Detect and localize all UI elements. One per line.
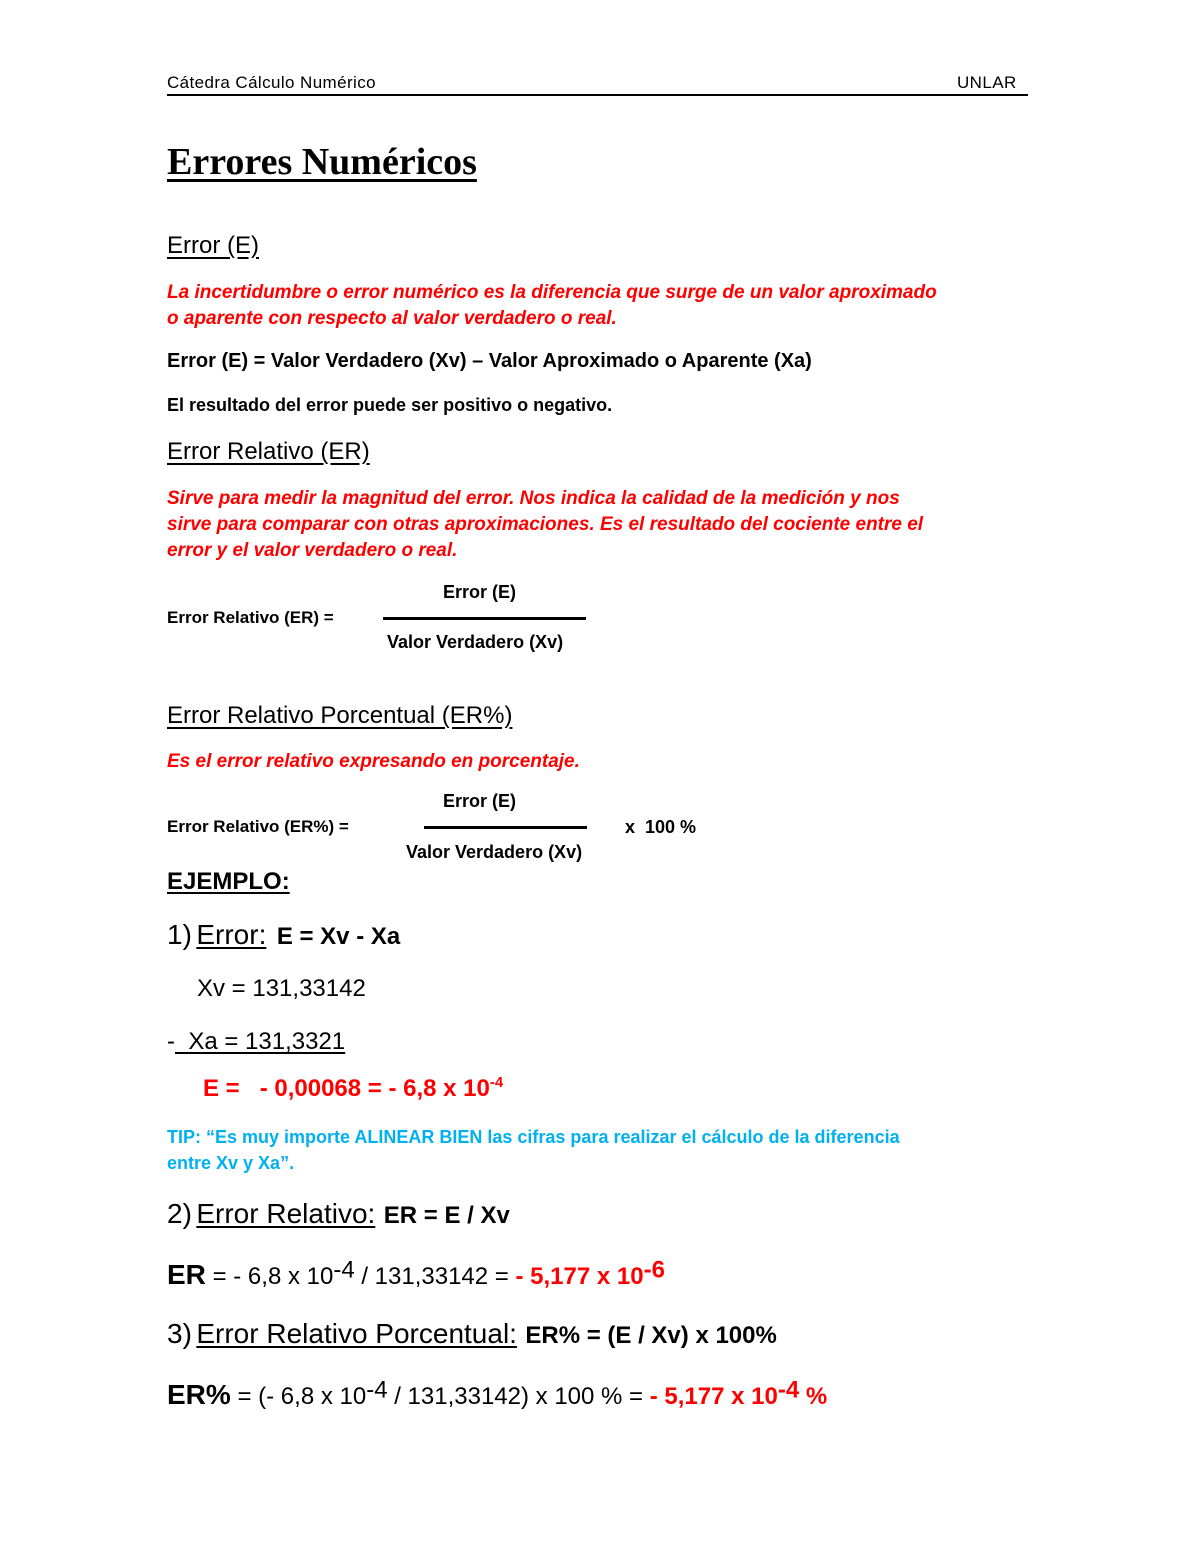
percent-definition: Es el error relativo expresando en porcentaje. bbox=[167, 751, 580, 772]
percent-denominator: Valor Verdadero (Xv) bbox=[406, 842, 583, 862]
error-note: El resultado del error puede ser positivo o negativo. bbox=[167, 395, 613, 415]
relative-definition-line2: sirve para comparar con otras aproximaciones. Es el resultado del cociente entre el bbox=[167, 514, 924, 535]
step2-calc-result-exp: -6 bbox=[643, 1256, 665, 1284]
step2-formula: ER = E / Xv bbox=[383, 1202, 510, 1229]
example-heading: EJEMPLO: bbox=[167, 868, 290, 895]
step3-calc-b: / 131,33142) x 100 % = bbox=[387, 1383, 650, 1410]
step2-calc-result: - 5,177 x 10 bbox=[515, 1263, 644, 1290]
relative-numerator: Error (E) bbox=[443, 582, 517, 602]
step2-calc-eq: = bbox=[205, 1263, 234, 1290]
step1-xa-line bbox=[167, 1028, 345, 1056]
error-definition-line1: La incertidumbre o error numérico es la diferencia que surge de un valor aproximado bbox=[167, 282, 937, 303]
relative-definition-line3: error y el valor verdadero o real. bbox=[167, 540, 458, 561]
step1-result bbox=[203, 1075, 503, 1103]
step2-calc-a-exp: -4 bbox=[333, 1256, 355, 1284]
relative-definition-line1: Sirve para medir la magnitud del error. Nos indica la calidad de la medición y nos bbox=[167, 488, 900, 509]
error-definition-line2: o aparente con respecto al valor verdadero o real. bbox=[167, 308, 617, 329]
step2-label: Error Relativo: bbox=[196, 1198, 376, 1229]
percent-heading: Error Relativo Porcentual (ER%) bbox=[167, 702, 513, 729]
step3-calc-label: ER% bbox=[167, 1379, 231, 1410]
step1-formula: E = Xv - Xa bbox=[276, 923, 401, 950]
step2-calc-a: - 6,8 x 10 bbox=[233, 1263, 334, 1290]
step3-calc-result-suffix: % bbox=[799, 1383, 828, 1410]
step2-line bbox=[167, 1198, 510, 1230]
step3-calc-result: - 5,177 x 10 bbox=[649, 1383, 778, 1410]
percent-formula-label: Error Relativo (ER%) = bbox=[167, 817, 349, 836]
step1-result-label: E = bbox=[203, 1075, 240, 1102]
step1-result-value: - 0,00068 = - 6,8 x 10 bbox=[259, 1075, 490, 1102]
relative-denominator: Valor Verdadero (Xv) bbox=[387, 632, 564, 652]
step3-calc bbox=[167, 1376, 828, 1411]
step1-xv: Xv = 131,33142 bbox=[197, 975, 366, 1002]
step2-calc bbox=[167, 1256, 665, 1291]
step1-label: Error: bbox=[196, 919, 267, 950]
step1-result-exp: -4 bbox=[489, 1075, 504, 1091]
step1-line bbox=[167, 919, 400, 951]
step1-minus: - bbox=[167, 1028, 175, 1055]
error-heading: Error (E) bbox=[167, 232, 259, 259]
step1-number: 1) bbox=[167, 919, 192, 950]
step2-calc-label: ER bbox=[167, 1259, 206, 1290]
step3-number: 3) bbox=[167, 1318, 192, 1349]
step2-number: 2) bbox=[167, 1198, 192, 1229]
error-formula: Error (E) = Valor Verdadero (Xv) – Valor Aproximado o Aparente (Xa) bbox=[167, 350, 812, 372]
step3-calc-a: (- 6,8 x 10 bbox=[258, 1383, 367, 1410]
header-rule bbox=[167, 94, 1028, 96]
step3-formula: ER% = (E / Xv) x 100% bbox=[525, 1322, 777, 1349]
relative-formula-label: Error Relativo (ER) = bbox=[167, 608, 334, 627]
step3-calc-eq: = bbox=[230, 1383, 259, 1410]
relative-heading: Error Relativo (ER) bbox=[167, 438, 370, 465]
percent-fraction-line bbox=[424, 826, 587, 829]
percent-numerator: Error (E) bbox=[443, 791, 517, 811]
step3-label: Error Relativo Porcentual: bbox=[196, 1318, 517, 1349]
step3-calc-a-exp: -4 bbox=[366, 1376, 388, 1404]
tip-line2: entre Xv y Xa”. bbox=[167, 1153, 295, 1173]
header-left: Cátedra Cálculo Numérico bbox=[167, 73, 376, 92]
step2-calc-b: / 131,33142 = bbox=[354, 1263, 516, 1290]
step3-line bbox=[167, 1318, 777, 1350]
header-right: UNLAR bbox=[957, 73, 1017, 92]
tip-line1: TIP: “Es muy importe ALINEAR BIEN las cifras para realizar el cálculo de la diferencia bbox=[167, 1127, 900, 1147]
relative-fraction-line bbox=[383, 617, 586, 620]
percent-multiplier: x 100 % bbox=[625, 817, 697, 837]
step1-xa: Xa = 131,3321 bbox=[175, 1028, 346, 1055]
step3-calc-result-exp: -4 bbox=[777, 1376, 800, 1404]
page-title: Errores Numéricos bbox=[167, 141, 477, 183]
